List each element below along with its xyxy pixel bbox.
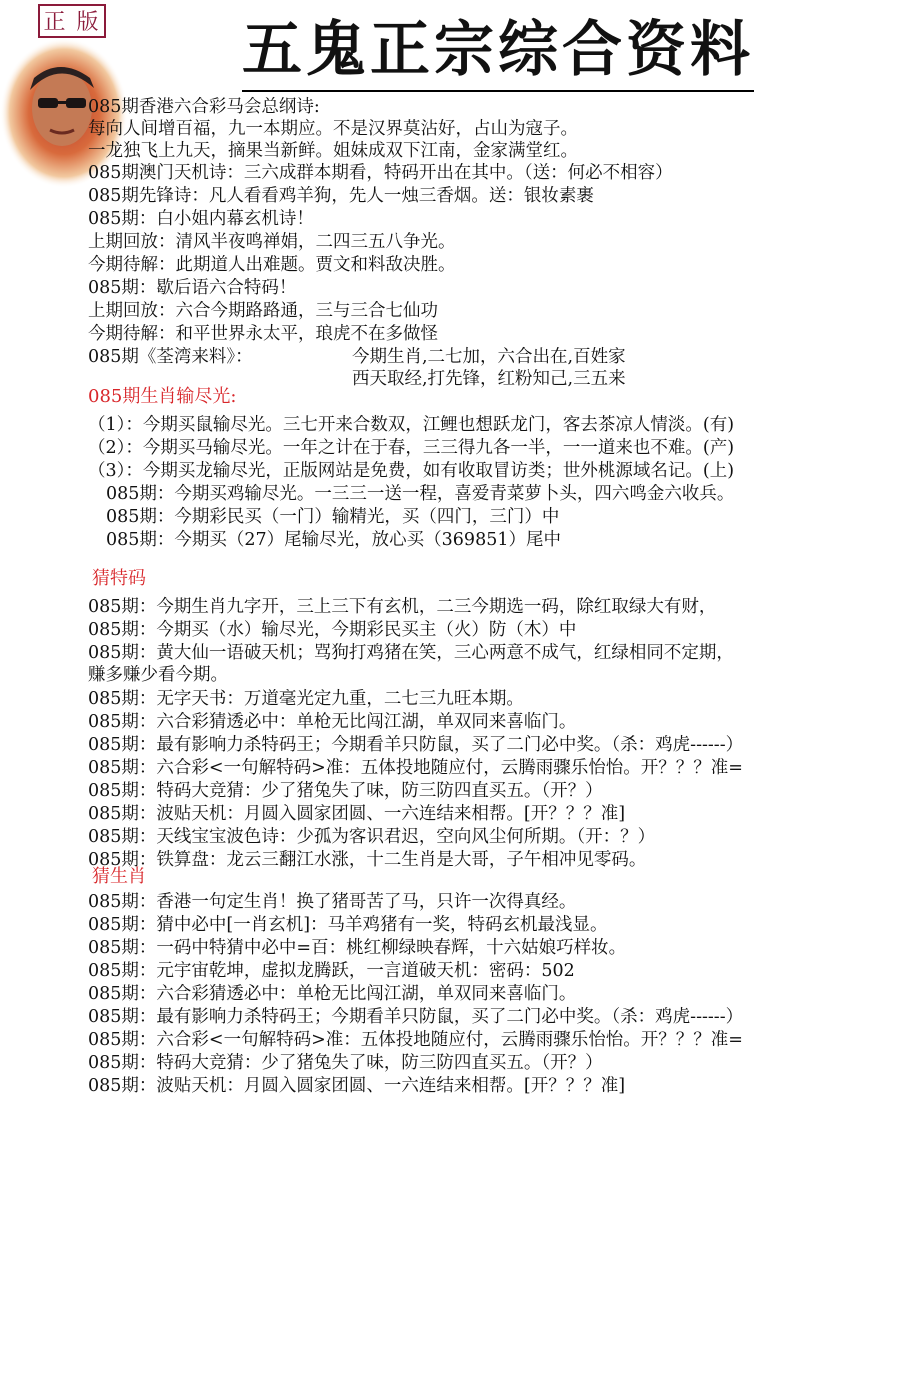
header-line: 085期《荃湾来料》： xyxy=(88,347,253,367)
header-line: 085期澳门天机诗：三六成群本期看，特码开出在其中。（送：何必不相容） xyxy=(88,163,673,183)
section-line: 085期：波贴天机：月圆入圆家团圆、一六连结来相帮。[开？？？准] xyxy=(88,804,626,824)
section-line: 085期：波贴天机：月圆入圆家团圆、一六连结来相帮。[开？？？准] xyxy=(88,1076,626,1096)
section-line: 085期：今期彩民买（一门）输精光，买（四门，三门）中 xyxy=(106,507,560,527)
section-line: 085期：黄大仙一语破天机；骂狗打鸡猪在笑，三心两意不成气，红绿相同不定期， xyxy=(88,643,734,663)
quanwan-line: 西天取经,打先锋，红粉知己,三五来 xyxy=(352,369,626,389)
section-line: 085期：今期买鸡输尽光。一三三一送一程，喜爱青菜萝卜头，四六鸣金六收兵。 xyxy=(106,484,735,504)
section-title-guess-zodiac: 猜生肖 xyxy=(92,866,146,887)
section-line: （2）：今期买马输尽光。一年之计在于春，三三得九各一半，一一道来也不难。(产) xyxy=(88,438,735,458)
section-line: 085期：今期买（27）尾输尽光，放心买（369851）尾中 xyxy=(106,530,561,550)
section-line: （1）：今期买鼠输尽光。三七开来合数双，江鲤也想跃龙门，客去茶凉人情淡。(有) xyxy=(88,415,735,435)
section-line: 085期：特码大竞猜：少了猪兔失了味，防三防四直买五。（开？） xyxy=(88,781,603,801)
section-line: （3）：今期买龙输尽光，正版网站是免费，如有收取冒访类；世外桃源域名记。(上) xyxy=(88,461,735,481)
section-line: 085期：猜中必中[一肖玄机]：马羊鸡猪有一奖，特码玄机最浅显。 xyxy=(88,915,608,935)
section-line: 085期：今期买（水）输尽光，今期彩民买主（火）防（木）中 xyxy=(88,620,577,640)
section-line: 085期：一码中特猜中必中=百：桃红柳绿映春辉，十六姑娘巧样妆。 xyxy=(88,938,627,958)
page-title: 五鬼正宗综合资料 xyxy=(242,18,754,92)
section-line: 085期：六合彩<一句解特码>准：五体投地随应付，云腾雨骤乐怡怡。开？？？准= xyxy=(88,758,743,778)
section-line: 085期：铁算盘：龙云三翻江水涨，十二生肖是大哥，子午相冲见零码。 xyxy=(88,850,647,870)
header-line: 今期待解：和平世界永太平，琅虎不在多做怪 xyxy=(88,324,438,344)
section-line: 085期：六合彩猜透必中：单枪无比闯江湖，单双同来喜临门。 xyxy=(88,712,577,732)
header-line: 085期：白小姐内幕玄机诗！ xyxy=(88,209,314,229)
header-line: 上期回放：清风半夜鸣禅娟，二四三五八争光。 xyxy=(88,232,456,252)
section-line: 085期：天线宝宝波色诗：少孤为客识君迟，空向风尘何所期。（开：？） xyxy=(88,827,656,847)
section-line: 085期：元宇宙乾坤，虚拟龙腾跃，一言道破天机：密码：502 xyxy=(88,961,575,981)
section-line: 085期：今期生肖九字开，三上三下有玄机，二三今期选一码，除红取绿大有财， xyxy=(88,597,717,617)
section-line: 085期：最有影响力杀特码王；今期看羊只防鼠，买了二门必中奖。（杀：鸡虎------） xyxy=(88,1007,744,1027)
header-line: 085期先锋诗：凡人看看鸡羊狗，先人一烛三香烟。送：银妆素裹 xyxy=(88,186,594,206)
quanwan-line: 今期生肖,二七加，六合出在,百姓家 xyxy=(352,347,626,367)
header-line: 今期待解：此期道人出难题。贾文和料敌决胜。 xyxy=(88,255,456,275)
section-line: 085期：香港一句定生肖！换了猪哥苦了马，只许一次得真经。 xyxy=(88,892,577,912)
section-title-guess-number: 猜特码 xyxy=(92,568,146,589)
header-line: 每向人间增百福，九一本期应。不是汉界莫沾好，占山为寇子。 xyxy=(88,119,578,139)
header-line: 085期香港六合彩马会总纲诗: xyxy=(88,97,320,117)
section-line: 赚多赚少看今期。 xyxy=(88,665,228,685)
header-line: 上期回放：六合今期路路通，三与三合七仙功 xyxy=(88,301,438,321)
section-line: 085期：最有影响力杀特码王；今期看羊只防鼠，买了二门必中奖。（杀：鸡虎------） xyxy=(88,735,744,755)
section-line: 085期：特码大竞猜：少了猪兔失了味，防三防四直买五。（开？） xyxy=(88,1053,603,1073)
header-line: 085期：歇后语六合特码！ xyxy=(88,278,297,298)
section-line: 085期：六合彩<一句解特码>准：五体投地随应付，云腾雨骤乐怡怡。开？？？准= xyxy=(88,1030,743,1050)
header-line: 一龙独飞上九天，摘果当新鲜。姐妹成双下江南，金家满堂红。 xyxy=(88,141,578,161)
section-title-zodiac-lose: 085期生肖输尽光: xyxy=(88,386,237,407)
authentic-badge: 正 版 xyxy=(38,4,106,38)
section-line: 085期：无字天书：万道毫光定九重，二七三九旺本期。 xyxy=(88,689,524,709)
section-line: 085期：六合彩猜透必中：单枪无比闯江湖，单双同来喜临门。 xyxy=(88,984,577,1004)
